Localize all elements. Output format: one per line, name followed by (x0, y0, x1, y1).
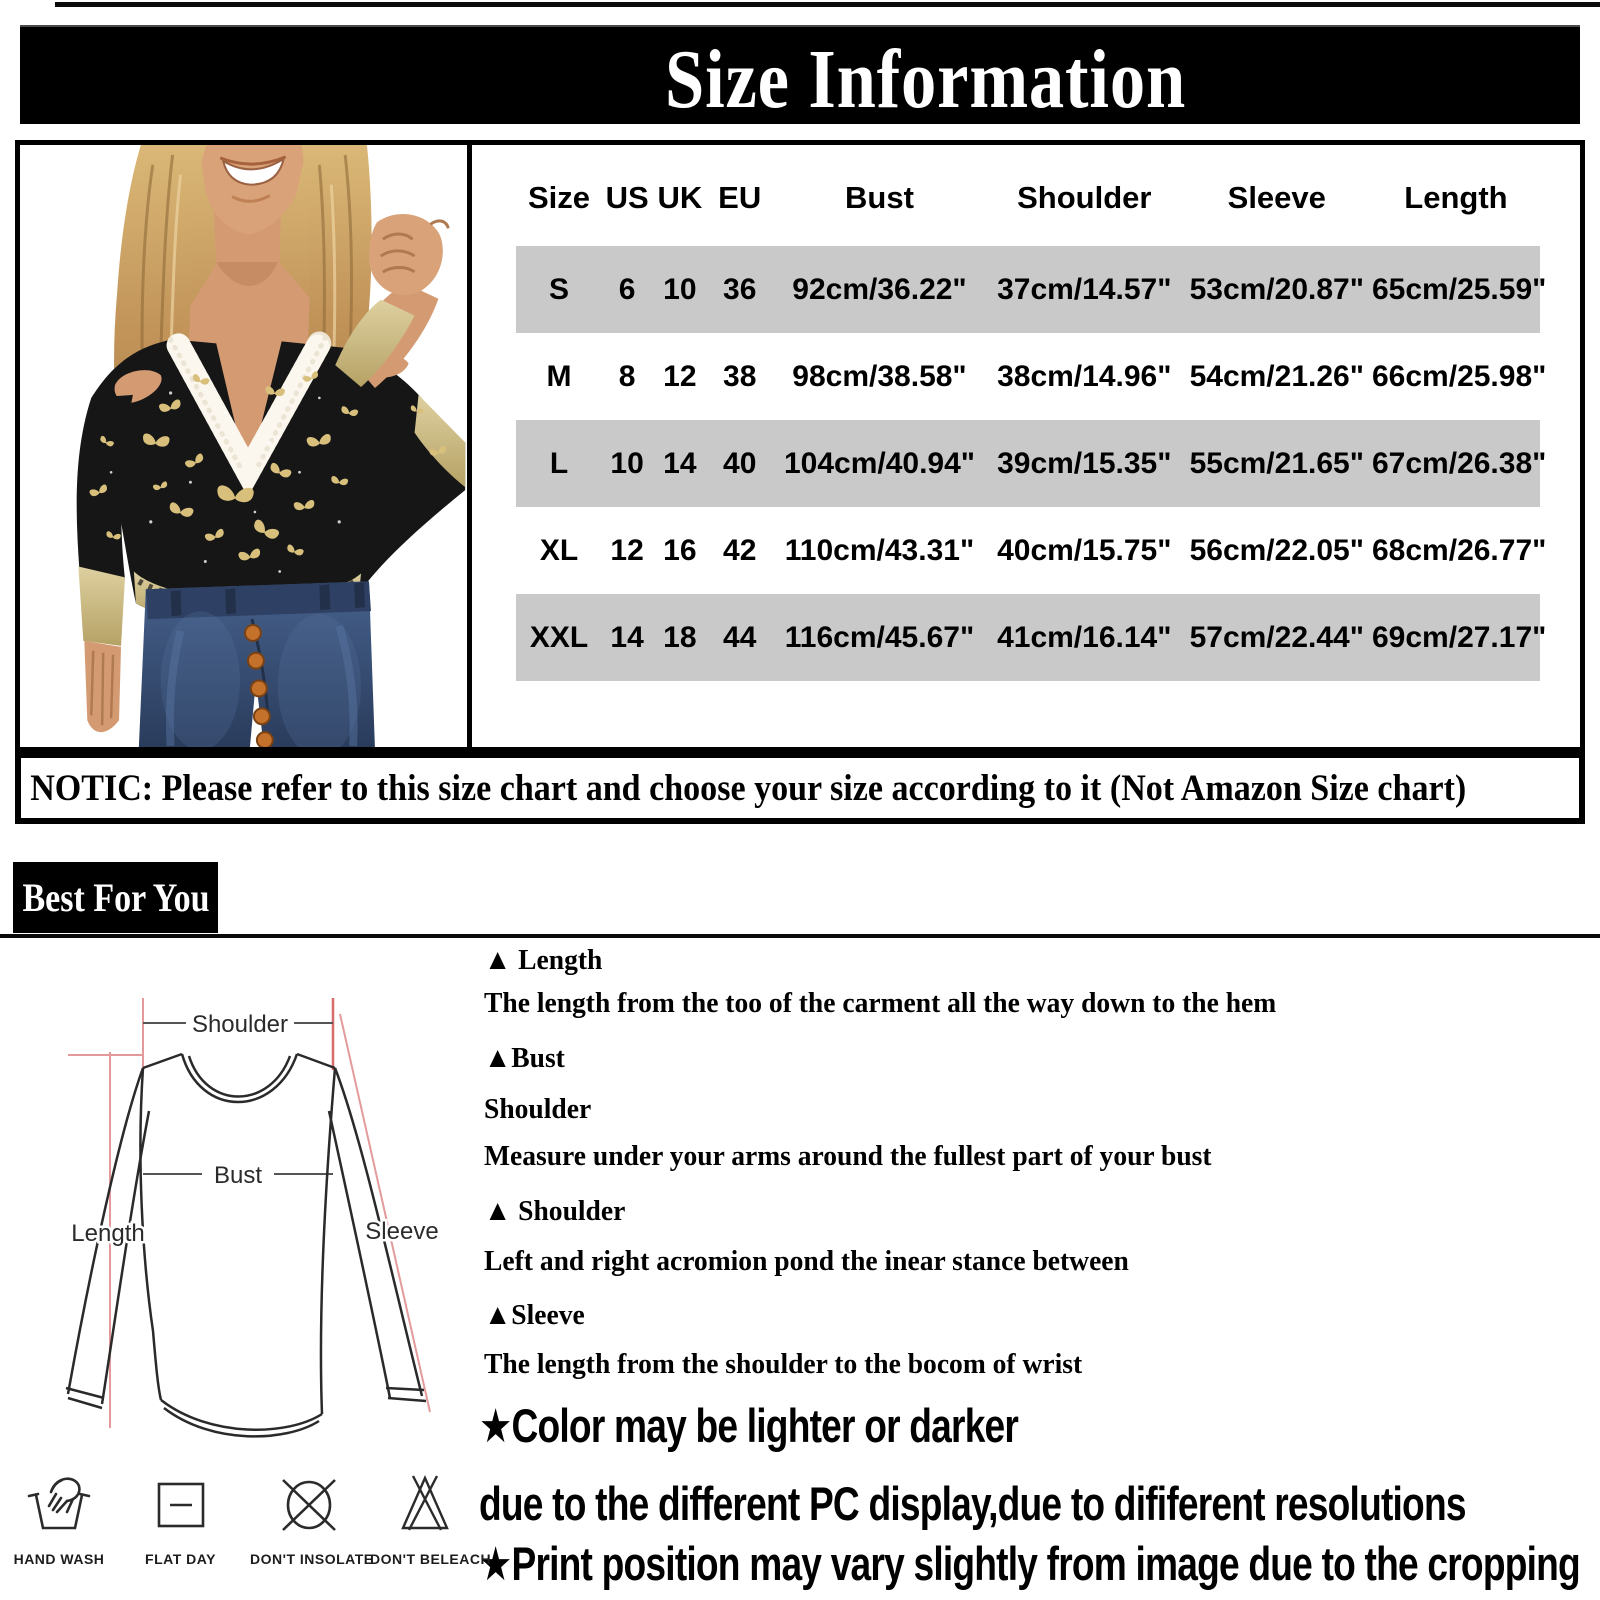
no-bleach-icon (389, 1468, 461, 1540)
cell-eu: 42 (723, 533, 757, 567)
note-length-heading: ▲ Length (484, 944, 603, 976)
cell-uk: 18 (663, 620, 697, 654)
size-chart-panel (15, 140, 1585, 752)
cell-length: 68cm/26.77" (1372, 533, 1547, 567)
cell-eu: 38 (723, 359, 757, 393)
cell-size: L (549, 446, 569, 480)
shirt-outline-drawing (30, 946, 470, 1458)
table-row-l (516, 420, 1547, 507)
cell-us: 14 (610, 620, 644, 654)
cell-length: 69cm/27.17" (1372, 620, 1547, 654)
col-header-uk: UK (657, 180, 703, 215)
cell-bust: 104cm/40.94" (783, 446, 975, 480)
care-label-hand-wash: HAND WASH (13, 1551, 105, 1567)
cell-shoulder: 41cm/16.14" (997, 620, 1172, 654)
cell-uk: 12 (663, 359, 697, 393)
cell-sleeve: 54cm/21.26" (1189, 359, 1364, 393)
best-for-you-label: Best For You (22, 875, 209, 920)
care-label-no-sun: DON'T INSOLATE (250, 1551, 374, 1567)
care-label-no-bleach: DON'T BELEACH (370, 1551, 492, 1567)
cell-size: S (549, 272, 570, 306)
cell-uk: 16 (663, 533, 697, 567)
cell-size: M (546, 359, 572, 393)
table-row-xl (516, 507, 1547, 594)
table-row-xxl (516, 594, 1547, 681)
cell-eu: 40 (723, 446, 757, 480)
footnote-color: ★Color may be lighter or darker (479, 1399, 1019, 1452)
cell-shoulder: 38cm/14.96" (997, 359, 1172, 393)
footnote-display: due to the different PC display,due to dififerent resolutions (479, 1477, 1466, 1530)
cell-sleeve: 55cm/21.65" (1189, 446, 1364, 480)
notice-text: NOTIC: Please refer to this size chart and choose your size according to it (Not Amazon Size chart) (30, 767, 1467, 809)
diagram-label-bust: Bust (213, 1162, 263, 1189)
cell-us: 6 (618, 272, 636, 306)
size-table (472, 145, 1580, 747)
cell-eu: 36 (723, 272, 757, 306)
size-table-header (516, 161, 1540, 235)
cell-length: 65cm/25.59" (1372, 272, 1547, 306)
hand-wash-icon (23, 1468, 95, 1540)
diagram-label-shoulder: Shoulder (191, 1011, 289, 1038)
footnote-print: ★Print position may vary slightly from image due to the cropping (479, 1537, 1580, 1590)
care-item-hand-wash (4, 1468, 114, 1567)
note-bust-heading: ▲Bust (484, 1042, 565, 1074)
cell-bust: 98cm/38.58" (792, 359, 967, 393)
product-photo (20, 145, 467, 747)
page-title: Size Information (665, 33, 1187, 126)
flat-dry-icon (145, 1468, 217, 1540)
note-length-body: The length from the too of the carment all the way down to the hem (484, 987, 1277, 1019)
notice-box (15, 752, 1585, 824)
cell-bust: 116cm/45.67" (784, 620, 975, 654)
measurement-diagram (30, 946, 470, 1458)
cell-shoulder: 40cm/15.75" (997, 533, 1172, 567)
col-header-shoulder: Shoulder (1017, 180, 1152, 215)
note-shoulder-word: Shoulder (484, 1093, 592, 1125)
note-shoulder-body: Left and right acromion pond the inear stance between (484, 1245, 1129, 1277)
cell-sleeve: 56cm/22.05" (1189, 533, 1364, 567)
cell-us: 8 (618, 359, 636, 393)
model-photo-illustration (20, 145, 467, 747)
care-item-no-bleach (370, 1468, 492, 1567)
diagram-label-length: Length (71, 1220, 145, 1247)
cell-length: 66cm/25.98" (1372, 359, 1547, 393)
col-header-size: Size (527, 180, 591, 215)
cell-sleeve: 53cm/20.87" (1189, 272, 1364, 306)
cell-uk: 14 (663, 446, 697, 480)
table-row-s (516, 246, 1547, 333)
best-for-you-banner (13, 862, 218, 933)
cell-uk: 10 (663, 272, 697, 306)
note-bust-body: Measure under your arms around the fullest part of your bust (484, 1140, 1212, 1172)
cell-us: 12 (610, 533, 644, 567)
cell-length: 67cm/26.38" (1372, 446, 1547, 480)
cell-sleeve: 57cm/22.44" (1189, 620, 1364, 654)
note-sleeve-body: The length from the shoulder to the bocom of wrist (484, 1348, 1083, 1380)
cell-shoulder: 39cm/15.35" (997, 446, 1172, 480)
col-header-length: Length (1404, 180, 1508, 215)
note-shoulder-heading: ▲ Shoulder (484, 1195, 626, 1227)
title-banner (20, 25, 1580, 124)
cell-shoulder: 37cm/14.57" (997, 272, 1172, 306)
cell-eu: 44 (723, 620, 757, 654)
section-divider-line (0, 934, 1600, 938)
diagram-label-sleeve: Sleeve (365, 1218, 439, 1245)
col-header-bust: Bust (845, 180, 914, 215)
cell-bust: 92cm/36.22" (792, 272, 967, 306)
col-header-us: US (605, 180, 649, 215)
no-sun-icon (273, 1468, 345, 1540)
cell-bust: 110cm/43.31" (784, 533, 975, 567)
cell-size: XL (539, 533, 579, 567)
care-label-flat-dry: FLAT DAY (145, 1551, 216, 1567)
top-divider-strip (55, 2, 1600, 7)
col-header-sleeve: Sleeve (1227, 180, 1326, 215)
cell-size: XXL (529, 620, 589, 654)
note-sleeve-heading: ▲Sleeve (484, 1299, 585, 1331)
care-item-flat-dry (128, 1468, 233, 1567)
cell-us: 10 (610, 446, 644, 480)
care-item-no-sun (250, 1468, 374, 1567)
table-row-m (516, 333, 1547, 420)
col-header-eu: EU (718, 180, 762, 215)
